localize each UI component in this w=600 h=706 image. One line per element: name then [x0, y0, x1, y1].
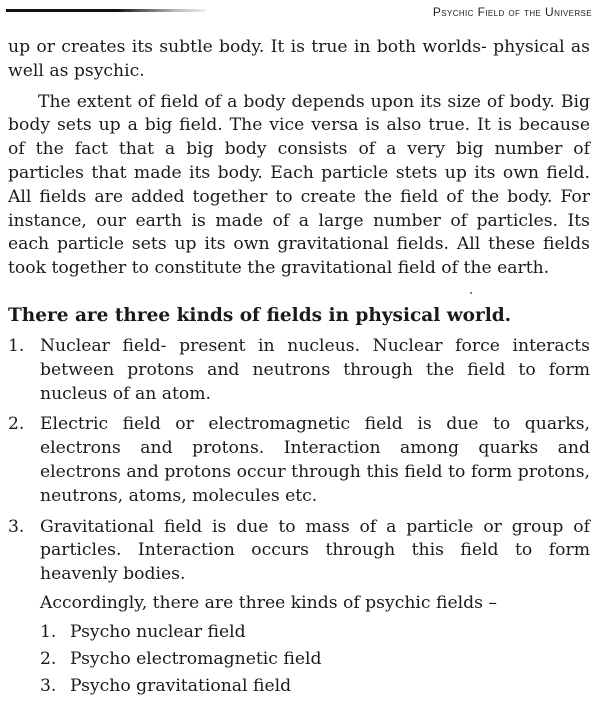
section-heading: There are three kinds of fields in physical world.	[8, 304, 512, 326]
list-item-number: 2.	[8, 414, 25, 435]
list-item-text: Nuclear field- present in nucleus. Nuclear force interacts between protons and neutrons through the field to form nucleus of an atom.	[40, 335, 590, 404]
paragraph-field-extent: The extent of field of a body depends upon its size of body. Big body sets up a big field. The vice versa is also true. It is because of the fact that a big body consists of a very big number of particles that made its body. Each particle stets up its own field. All fields are added together to create the field of the body. For instance, our earth is made of a large number of particles. Its each particle sets up its own gravitational fields. All these fields took together to constitute the gravitational field of the earth.	[8, 91, 590, 279]
sub-list-item	[40, 621, 590, 645]
sub-list-item-text: Psycho nuclear field	[70, 621, 246, 642]
header-rule	[6, 9, 206, 12]
list-item-text: Electric field or electromagnetic field is due to quarks, electrons and protons. Interaction among quarks and electrons and protons occur through this field to form protons, neutrons, atoms, molecules etc.	[40, 414, 590, 506]
list-item	[8, 413, 590, 508]
list-item-text: Gravitational field is due to mass of a particle or group of particles. Interaction occurs through this field to form heavenly bodies.	[40, 516, 590, 585]
sub-list-item-text: Psycho electromagnetic field	[70, 649, 322, 670]
list-item	[8, 516, 590, 700]
list-item	[8, 335, 590, 406]
sub-list-item-number: 2.	[40, 649, 57, 670]
running-header: Psychic Field of the Universe	[432, 5, 592, 19]
sub-list-item	[40, 675, 590, 699]
psychic-fields-intro: Accordingly, there are three kinds of psychic fields –	[40, 592, 498, 613]
sub-list-item-number: 1.	[40, 621, 57, 642]
physical-fields-list	[8, 335, 590, 699]
paragraph-continuation: up or creates its subtle body. It is true in both worlds- physical as well as psychic.	[8, 37, 590, 81]
list-item-number: 1.	[8, 335, 25, 356]
sub-list-item	[40, 648, 590, 672]
psychic-fields-list	[40, 621, 590, 699]
sub-list-item-text: Psycho gravitational field	[70, 676, 292, 697]
page-body	[8, 36, 590, 706]
sub-list-item-number: 3.	[40, 676, 57, 697]
list-item-number: 3.	[8, 516, 25, 537]
